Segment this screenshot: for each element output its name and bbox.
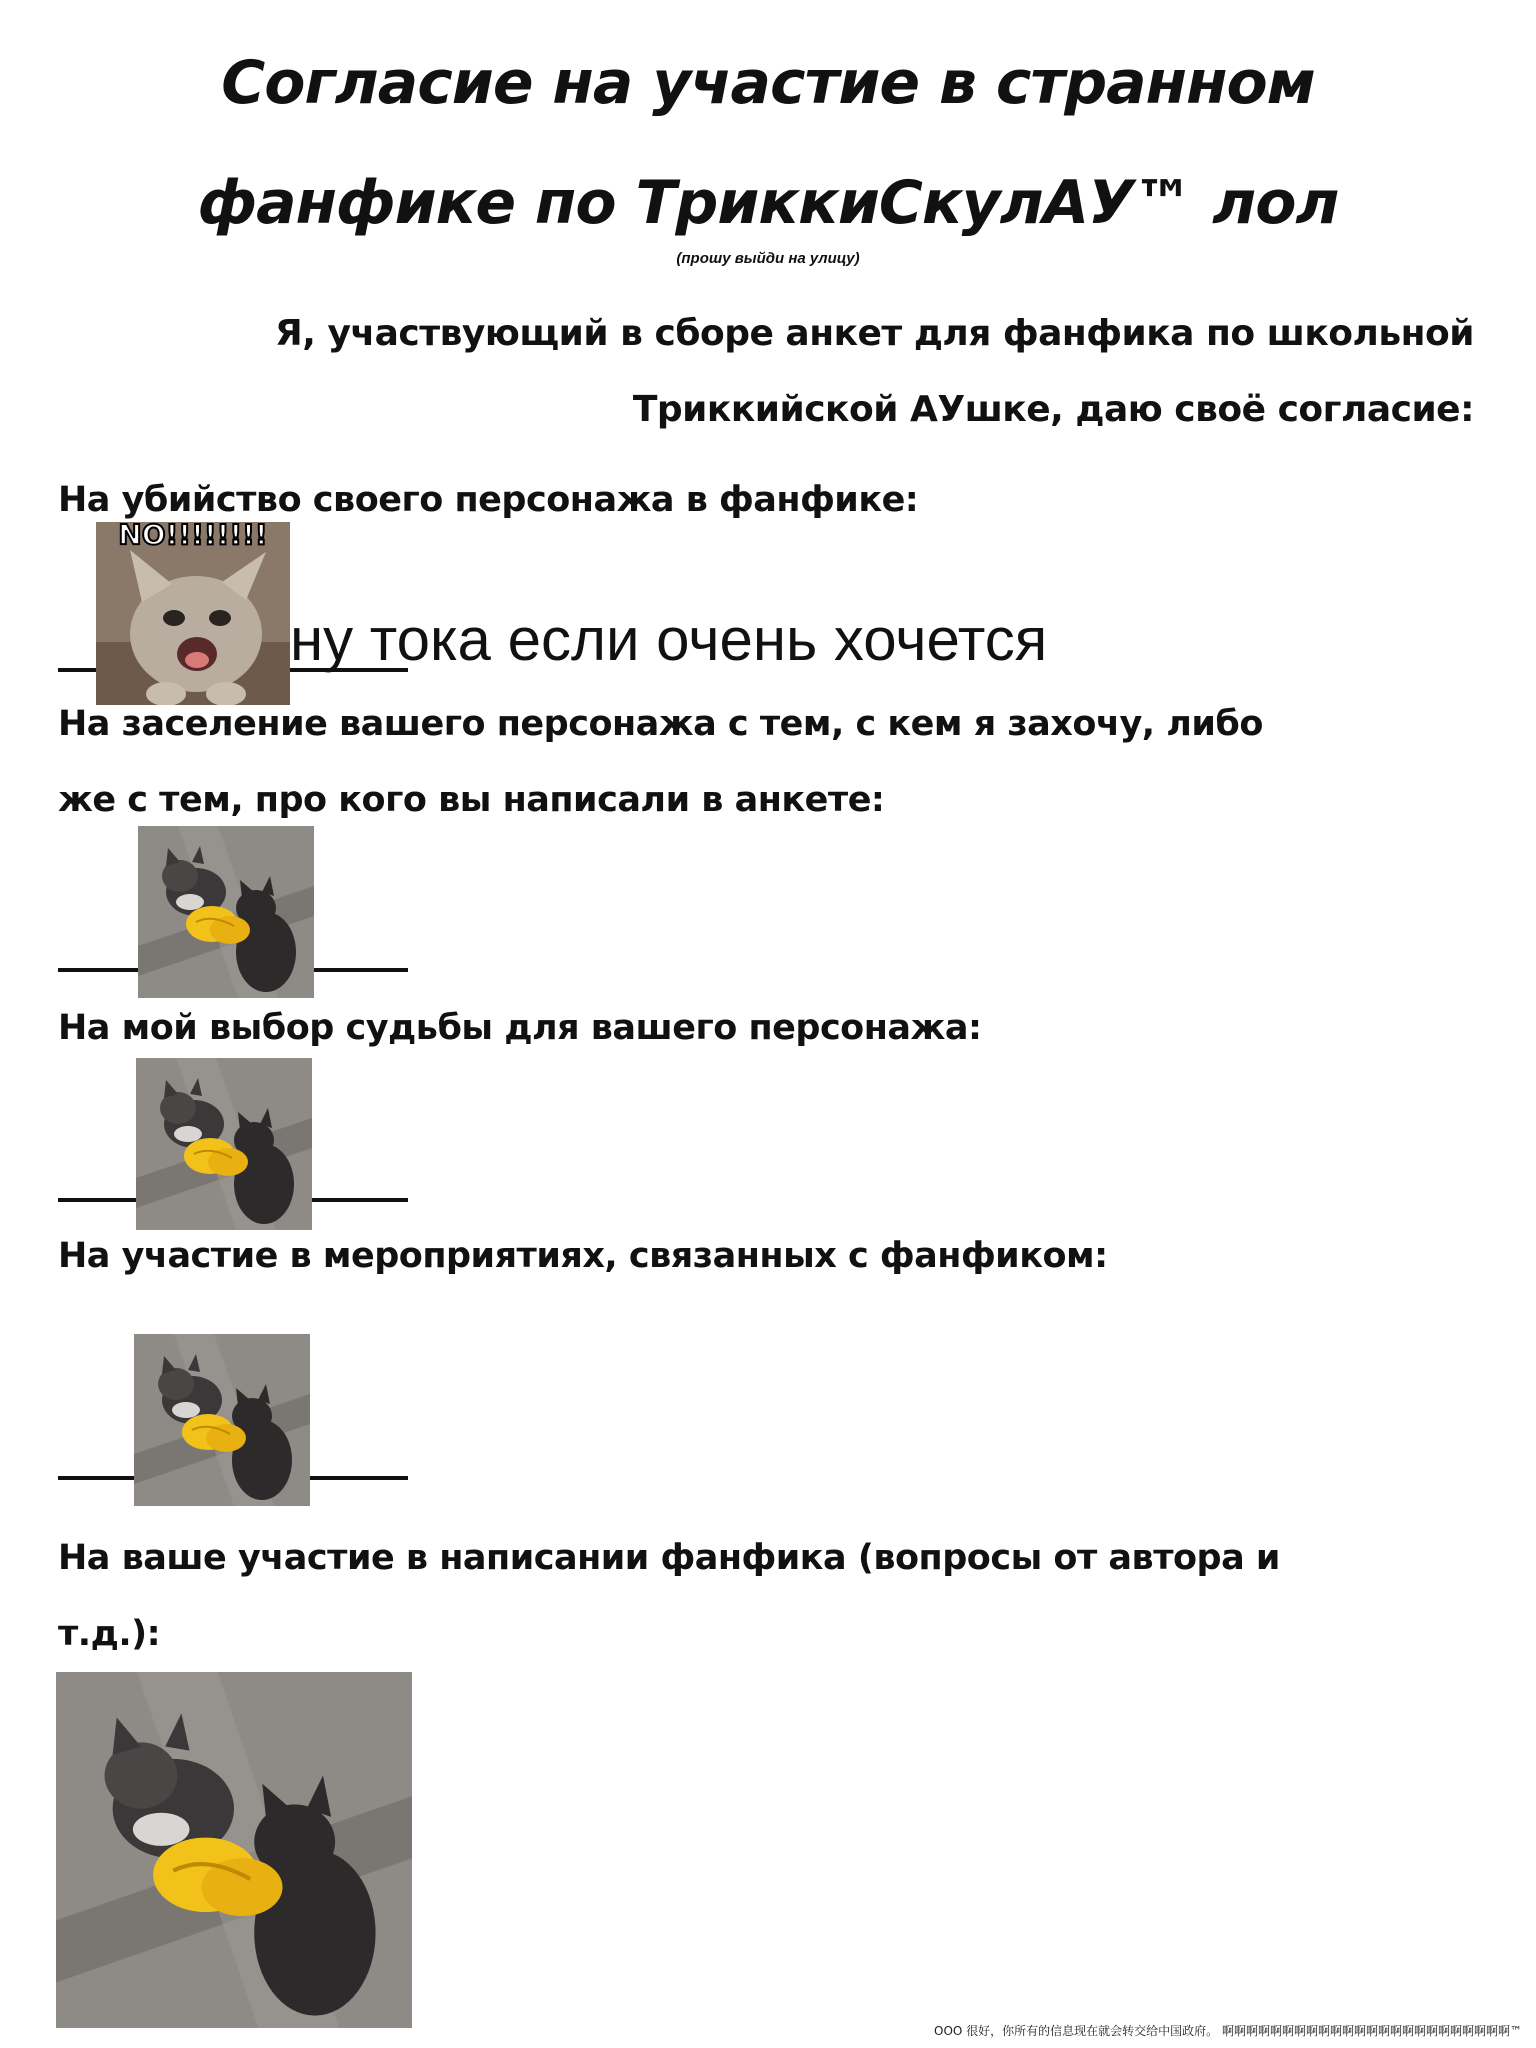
clause-housing-line-1: На заселение вашего персонажа с тем, с кем я захочу, либо <box>58 704 1263 744</box>
clause-writing-participation-line-2: т.д.): <box>58 1614 161 1654</box>
crying-kitten-image <box>96 522 290 705</box>
title-line-2: фанфике по ТриккиСкулАУ™ лол <box>197 168 1339 238</box>
clause-writing-participation-line-1: На ваше участие в написании фанфика (вопросы от автора и <box>58 1538 1280 1578</box>
answer-text: ну тока если очень хочется <box>290 606 1048 673</box>
subtitle: (прошу выйди на улицу) <box>676 250 860 267</box>
kittens-handshake-image <box>138 826 314 998</box>
footer-note: ООО 很好，你所有的信息现在就会转交给中国政府。 啊啊啊啊啊啊啊啊啊啊啊啊啊啊啊啊啊啊啊啊啊啊啊啊™ <box>934 2024 1522 2038</box>
clause-kill-character: На убийство своего персонажа в фанфике: <box>58 480 919 520</box>
intro-line-1: Я, участвующий в сборе анкет для фанфика по школьной <box>275 313 1474 354</box>
kittens-handshake-image <box>136 1058 312 1230</box>
intro-line-2: Триккийской АУшке, даю своё согласие: <box>632 389 1474 430</box>
meme-caption: NO!!!!!!!! <box>118 522 268 551</box>
clause-events-participation: На участие в мероприятиях, связанных с фанфиком: <box>58 1236 1108 1276</box>
kittens-handshake-image <box>134 1334 310 1506</box>
clause-housing-line-2: же с тем, про кого вы написали в анкете: <box>58 780 885 820</box>
title-line-1: Согласие на участие в странном <box>221 48 1315 118</box>
kittens-handshake-image-large <box>56 1672 412 2028</box>
clause-fate-choice: На мой выбор судьбы для вашего персонажа: <box>58 1008 982 1048</box>
